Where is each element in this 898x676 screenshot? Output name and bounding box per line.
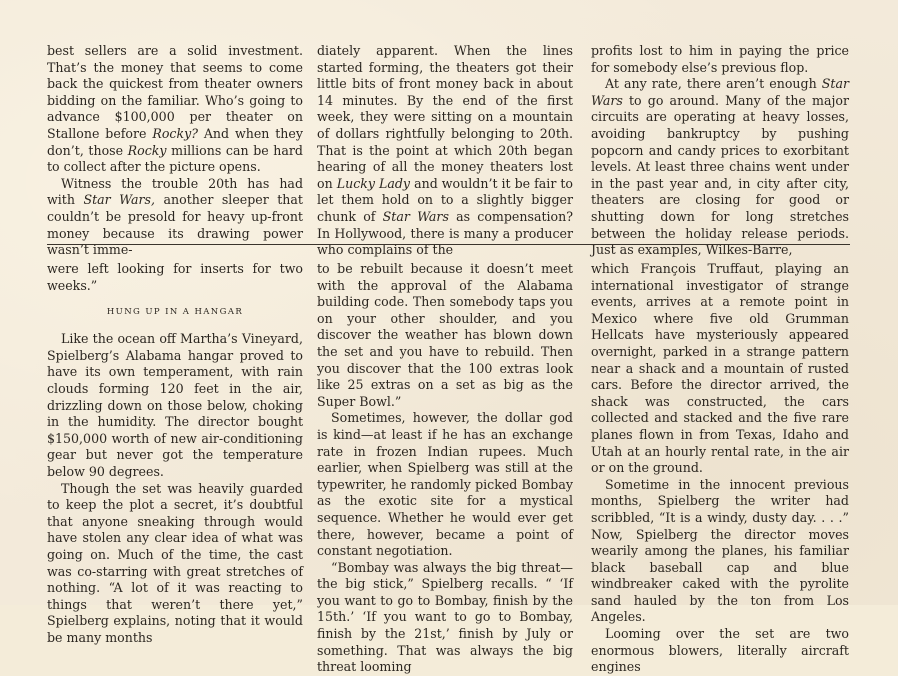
paragraph: Though the set was heavily guarded to keep the plot a secret, it’s doubtful that anyone sneaking through would have stolen any clear idea of what was going on. Much of the time, the cast was co-starring with great stretches of nothing. “A lot of it was reacting to things that weren’t there yet,” Spielberg explains, noting that it would be many months xyxy=(47,480,303,645)
top-column-2 xyxy=(317,43,573,259)
top-column-3 xyxy=(591,43,849,259)
paragraph: Sometimes, however, the dollar god is kind—at least if he has an exchange rate in frozen Indian rupees. Much earlier, when Spielberg was still at the typewriter, he randomly picked Bombay as the exotic site for a mystical sequence. Whether he would ever get there, however, became a point of constant negotiation. xyxy=(317,410,573,559)
paragraph: best sellers are a solid investment. That’s the money that seems to come back the quickest from theater owners bidding on the familiar. Who’s going to advance $100,000 per theater on Stallone before Rocky? And when they don’t, those Rocky millions can be hard to collect after the picture opens. xyxy=(47,43,303,175)
top-column-1 xyxy=(47,43,303,259)
bottom-column-1 xyxy=(47,261,303,646)
paragraph: profits lost to him in paying the price for somebody else’s previous flop. xyxy=(591,43,849,75)
paragraph: which François Truffaut, playing an international investigator of strange events, arrives at a remote point in Mexico where five old Grumman Hellcats have mysteriously appeared overnight, parked in a strange pattern near a shack and a mountain of rusted cars. Before the director arrived, the shack was constructed, the cars collected and stacked and the five rare planes flown in from Texas, Idaho and Utah at an hourly rental rate, in the air or on the ground. xyxy=(591,261,849,476)
paragraph: diately apparent. When the lines started forming, the theaters got their little bits of front money back in about 14 minutes. By the end of the first week, they were sitting on a mountain of dollars rightfully belonging to 20th. That is the point at which 20th began hearing of all the money theaters lost on Lucky Lady and wouldn’t it be fair to let them hold on to a slightly bigger chunk of Star Wars as compensation? In Hollywood, there is many a producer who complains of the xyxy=(317,43,574,258)
paragraph: “Bombay was always the big threat—the big stick,” Spielberg recalls. “ ‘If you want to go to Bombay, finish by the 15th.’ ‘If you want to go to Bombay, finish by the 21st,’ finish by July or something. That was always the big threat looming xyxy=(317,559,573,675)
bottom-column-3 xyxy=(591,261,849,676)
bottom-column-2 xyxy=(317,261,573,676)
paragraph: Witness the trouble 20th has had with Star Wars, another sleeper that couldn’t be presold for heavy up-front money because its drawing power wasn’t imme- xyxy=(47,175,303,258)
paragraph: At any rate, there aren’t enough Star Wars to go around. Many of the major circuits are operating at heavy losses, avoiding bankruptcy by pushing popcorn and candy prices to exorbitant levels. At least three chains went under in the past year and, in city after city, theaters are closing for good or shutting down for long stretches between the holiday release periods. Just as examples, Wilkes-Barre, xyxy=(591,76,849,258)
paragraph: were left looking for inserts for two weeks.” xyxy=(47,261,303,293)
paragraph: Sometime in the innocent previous months, Spielberg the writer had scribbled, “It is a windy, dusty day. . . .” Now, Spielberg the director moves wearily among the planes, his familiar black baseball cap and blue windbreaker caked with the pyrolite sand hauled by the ton from Los Angeles. xyxy=(591,476,849,625)
paragraph: to be rebuilt because it doesn’t meet with the approval of the Alabama building code. Then somebody taps you on your other shoulder, and you discover the weather has blown down the set and you have to rebuild. Then you discover that the 100 extras look like 25 extras on a set as big as the Super Bowl.” xyxy=(317,261,573,409)
paragraph: Like the ocean off Martha’s Vineyard, Spielberg’s Alabama hangar proved to have its own temperament, with rain clouds forming 120 feet in the air, drizzling down on those below, choking in the humidity. The director bought $150,000 worth of new air-conditioning gear but never got the temperature below 90 degrees. xyxy=(47,331,303,479)
section-divider xyxy=(47,244,850,245)
paragraph: Looming over the set are two enormous blowers, literally aircraft engines xyxy=(591,626,849,675)
section-heading: HUNG UP IN A HANGAR xyxy=(106,307,244,318)
